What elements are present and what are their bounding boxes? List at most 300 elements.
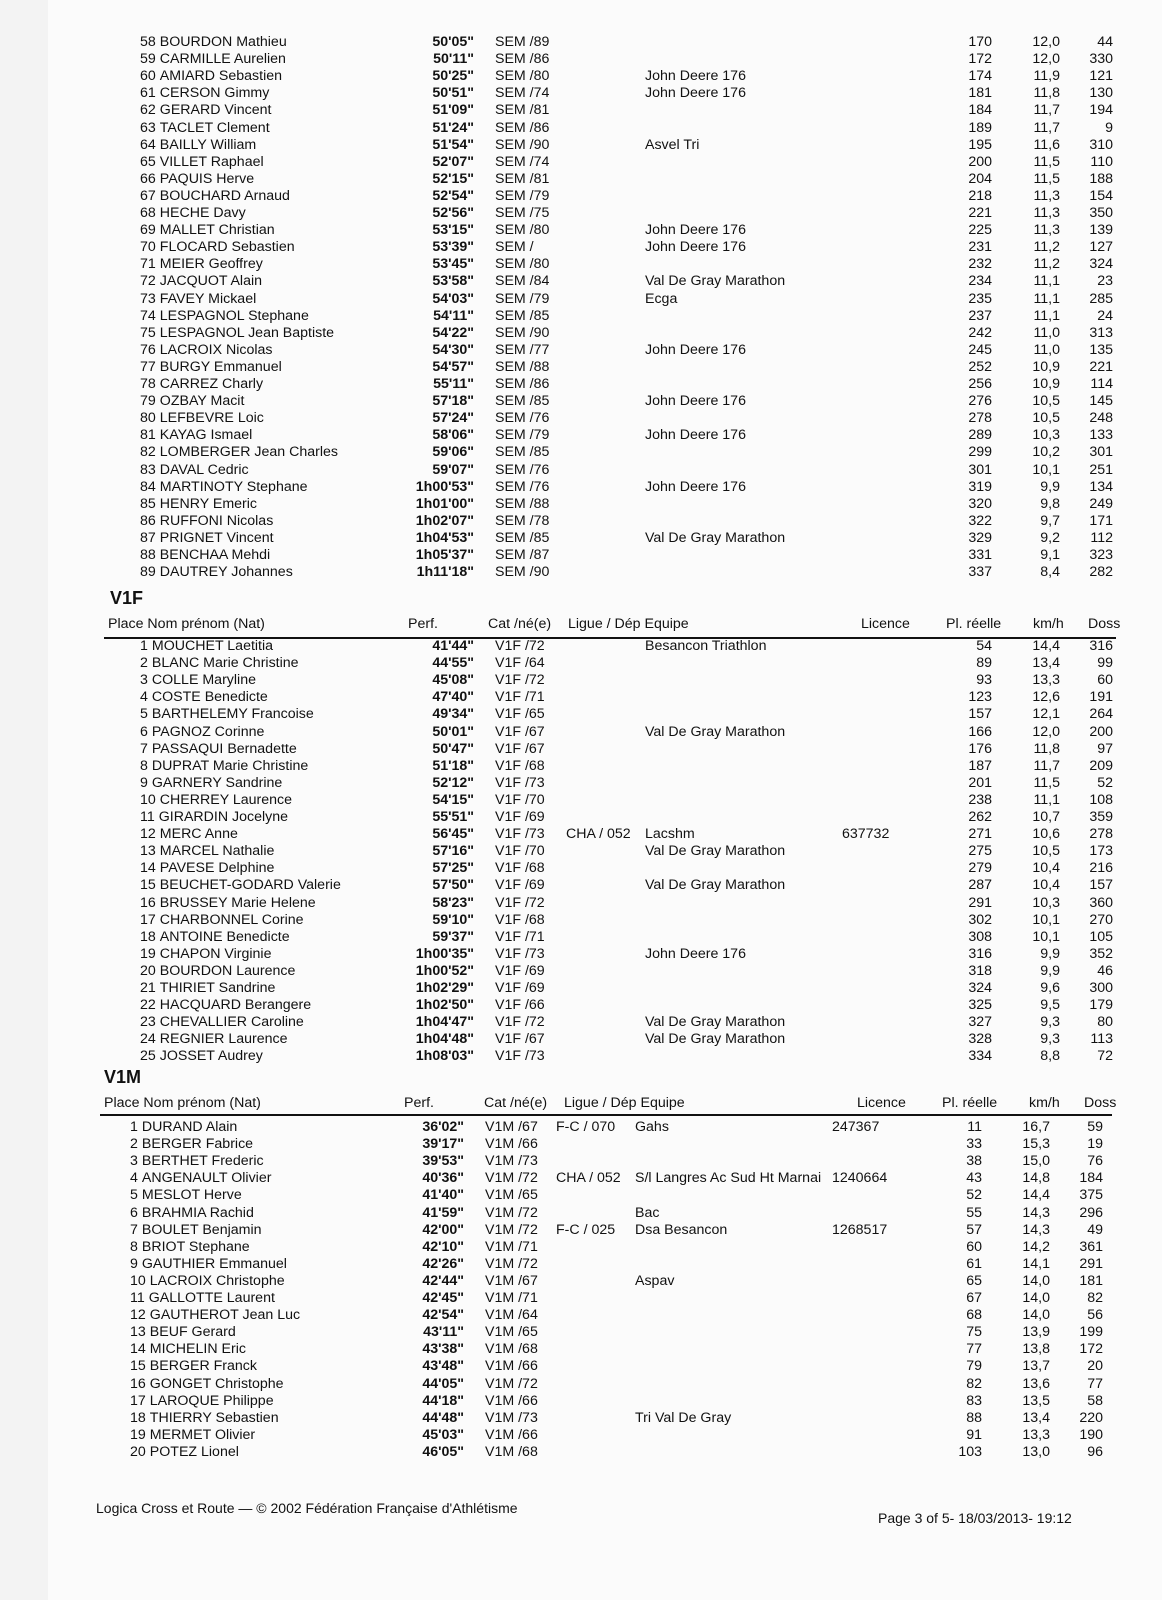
cell-pl: 299 <box>968 444 992 461</box>
cell-pl: 329 <box>968 529 992 546</box>
cell-doss: 121 <box>1089 68 1113 85</box>
cell-place: 20 <box>130 1443 146 1460</box>
cell-name <box>140 980 275 997</box>
cell-place: 4 <box>140 689 148 706</box>
cell-kmh: 11,6 <box>1033 136 1060 153</box>
cell-place: 12 <box>140 826 156 843</box>
cell-pl: 166 <box>968 723 992 740</box>
cell-pl: 189 <box>968 119 992 136</box>
cell-perf: 55'11" <box>433 376 474 392</box>
cell-perf: 45'08" <box>432 672 474 689</box>
cell-cat: SEM /79 <box>495 187 550 204</box>
cell-name-text: HENRY Emeric <box>159 495 258 512</box>
cell-cat: SEM /75 <box>495 205 550 221</box>
cell-doss: 282 <box>1089 564 1113 581</box>
cell-equipe: S/l Langres Ac Sud Ht Marnai <box>635 1170 822 1187</box>
cell-perf: 54'15" <box>432 791 474 808</box>
cell-cat: V1M /71 <box>485 1238 538 1255</box>
cell-place: 2 <box>130 1136 138 1153</box>
cell-perf: 59'10" <box>432 911 474 928</box>
cell-name <box>130 1393 274 1410</box>
cell-name-text: COSTE Benedicte <box>151 689 268 706</box>
cell-perf: 54'57" <box>432 358 474 375</box>
cell-perf: 59'37" <box>432 928 474 945</box>
cell-doss: 23 <box>1097 273 1113 290</box>
cell-kmh: 13,3 <box>1022 1426 1050 1443</box>
cell-pl: 83 <box>966 1392 982 1409</box>
cell-perf: 43'11" <box>423 1324 464 1341</box>
cell-name <box>130 1273 285 1290</box>
cell-cat: SEM /76 <box>495 410 550 427</box>
cell-name <box>130 1187 242 1204</box>
cell-doss: 171 <box>1089 512 1113 529</box>
cell-name-text: THIERRY Sebastien <box>149 1409 279 1426</box>
cell-place: 63 <box>140 119 156 136</box>
cell-pl: 237 <box>968 307 992 324</box>
cell-place: 5 <box>130 1187 138 1204</box>
cell-place: 11 <box>140 809 155 825</box>
cell-kmh: 14,3 <box>1022 1221 1050 1238</box>
cell-cat: SEM /88 <box>495 495 550 512</box>
cell-cat: V1F /73 <box>495 774 545 791</box>
cell-perf: 50'25" <box>432 68 474 85</box>
cell-name <box>140 154 264 171</box>
cell-perf: 42'54" <box>422 1307 464 1324</box>
cell-name-text: CHERREY Laurence <box>159 791 292 808</box>
cell-name-text: BOURDON Mathieu <box>159 34 287 50</box>
cell-perf: 50'51" <box>432 85 474 102</box>
cell-name-text: POTEZ Lionel <box>149 1443 239 1460</box>
cell-cat: SEM /81 <box>495 170 550 187</box>
cell-cat: SEM /76 <box>495 461 550 478</box>
cell-name <box>130 1410 279 1427</box>
cell-doss: 56 <box>1087 1307 1103 1324</box>
cell-perf: 59'07" <box>432 461 474 478</box>
cell-cat: V1F /67 <box>495 723 545 740</box>
cell-place: 87 <box>140 529 156 546</box>
cell-place: 1 <box>130 1119 138 1135</box>
cell-doss: 296 <box>1079 1204 1103 1221</box>
cell-doss: 350 <box>1089 205 1113 221</box>
cell-name-text: PRIGNET Vincent <box>159 529 274 546</box>
cell-place: 13 <box>130 1324 146 1341</box>
cell-cat: V1M /67 <box>485 1119 538 1135</box>
cell-place: 61 <box>140 85 156 102</box>
cell-equipe: Dsa Besancon <box>635 1221 728 1238</box>
cell-doss: 108 <box>1089 791 1113 808</box>
cell-doss: 52 <box>1097 774 1113 791</box>
cell-kmh: 14,0 <box>1022 1307 1050 1324</box>
cell-name-text: BEUCHET-GODARD Valerie <box>159 877 341 894</box>
cell-cat: SEM /80 <box>495 222 550 239</box>
cell-place: 21 <box>140 980 156 996</box>
cell-cat: V1M /68 <box>485 1443 538 1460</box>
cell-equipe: Val De Gray Marathon <box>645 877 786 894</box>
cell-pl: 337 <box>968 564 992 581</box>
cell-perf: 42'44" <box>422 1272 464 1289</box>
cell-name <box>140 393 244 410</box>
cell-kmh: 12,0 <box>1032 723 1060 740</box>
cell-place: 78 <box>140 376 156 392</box>
cell-doss: 216 <box>1089 860 1113 877</box>
cell-doss: 154 <box>1089 187 1113 204</box>
cell-pl: 235 <box>968 290 992 307</box>
cell-place: 2 <box>140 655 148 672</box>
cell-cat: V1F /69 <box>495 809 545 825</box>
cell-kmh: 12,6 <box>1032 689 1060 706</box>
cell-name-text: BOULET Benjamin <box>141 1221 262 1238</box>
cell-kmh: 9,1 <box>1040 547 1060 563</box>
cell-name <box>140 120 270 137</box>
cell-place: 77 <box>140 358 156 375</box>
cell-pl: 181 <box>968 85 992 102</box>
cell-name-text: CHEVALLIER Caroline <box>159 1014 304 1031</box>
cell-doss: 220 <box>1079 1409 1103 1426</box>
cell-name-text: HACQUARD Berangere <box>159 997 312 1014</box>
cell-kmh: 10,3 <box>1032 894 1060 911</box>
cell-perf: 56'45" <box>432 826 474 843</box>
cell-kmh: 9,3 <box>1040 1014 1060 1031</box>
cell-doss: 264 <box>1089 706 1113 723</box>
cell-kmh: 10,4 <box>1032 860 1060 877</box>
cell-kmh: 12,0 <box>1032 51 1060 68</box>
cell-cat: SEM /86 <box>495 376 550 392</box>
cell-doss: 172 <box>1079 1341 1103 1358</box>
cell-pl: 77 <box>966 1341 982 1358</box>
cell-kmh: 11,1 <box>1033 791 1060 808</box>
cell-cat: V1M /72 <box>485 1375 538 1392</box>
cell-name <box>140 513 273 530</box>
scan-edge <box>0 0 48 1600</box>
cell-equipe: John Deere 176 <box>645 478 746 495</box>
cell-pl: 331 <box>968 547 992 563</box>
cell-pl: 91 <box>966 1426 982 1443</box>
cell-name-text: MALLET Christian <box>159 222 275 239</box>
cell-kmh: 9,3 <box>1040 1031 1060 1048</box>
cell-perf: 47'40" <box>432 689 474 706</box>
cell-name-text: LOMBERGER Jean Charles <box>159 444 338 461</box>
cell-pl: 88 <box>966 1409 982 1426</box>
cell-perf: 50'11" <box>433 51 474 68</box>
cell-name <box>130 1290 275 1307</box>
cell-name <box>140 291 256 308</box>
cell-name-text: AMIARD Sebastien <box>159 68 283 85</box>
cell-name-text: BRUSSEY Marie Helene <box>159 894 316 911</box>
cell-name-text: THIRIET Sandrine <box>159 980 276 996</box>
cell-kmh: 14,4 <box>1032 638 1060 654</box>
cell-name <box>130 1307 300 1324</box>
cell-doss: 191 <box>1089 689 1113 706</box>
cell-equipe: John Deere 176 <box>645 341 746 358</box>
cell-place: 20 <box>140 962 156 979</box>
cell-perf: 57'50" <box>432 877 474 894</box>
cell-name <box>130 1358 257 1375</box>
cell-doss: 179 <box>1089 997 1113 1014</box>
cell-place: 22 <box>140 997 156 1014</box>
cell-kmh: 9,9 <box>1040 478 1060 495</box>
cell-place: 9 <box>140 774 148 791</box>
cell-doss: 270 <box>1089 911 1113 928</box>
cell-perf: 42'10" <box>422 1238 464 1255</box>
cell-kmh: 9,6 <box>1040 980 1060 996</box>
cell-name-text: KAYAG Ismael <box>159 427 253 444</box>
cell-place: 5 <box>140 706 148 723</box>
cell-pl: 289 <box>968 427 992 444</box>
cell-perf: 52'12" <box>432 774 474 791</box>
cell-equipe: Gahs <box>635 1119 669 1135</box>
cell-name-text: BURGY Emmanuel <box>159 358 282 375</box>
header-licence: Licence <box>861 616 910 632</box>
cell-name <box>140 809 288 826</box>
cell-ligue: F-C / 025 <box>556 1221 616 1238</box>
cell-name <box>140 325 334 342</box>
cell-kmh: 11,5 <box>1033 774 1060 791</box>
cell-doss: 82 <box>1087 1290 1103 1306</box>
cell-name <box>140 860 274 877</box>
cell-perf: 57'24" <box>432 410 474 427</box>
cell-cat: V1M /67 <box>485 1272 538 1289</box>
cell-kmh: 15,3 <box>1022 1136 1050 1153</box>
cell-pl: 325 <box>968 997 992 1014</box>
cell-place: 15 <box>140 877 156 894</box>
cell-name-text: GARNERY Sandrine <box>151 774 283 791</box>
cell-pl: 322 <box>968 512 992 529</box>
cell-perf: 40'36" <box>422 1170 464 1187</box>
cell-equipe: Val De Gray Marathon <box>645 1031 786 1048</box>
cell-pl: 221 <box>968 205 992 221</box>
cell-pl: 301 <box>968 461 992 478</box>
cell-perf: 57'25" <box>432 860 474 877</box>
cell-doss: 359 <box>1089 809 1113 825</box>
cell-place: 72 <box>140 273 156 290</box>
cell-name-text: RUFFONI Nicolas <box>159 512 274 529</box>
cell-name-text: BLANC Marie Christine <box>151 655 299 672</box>
cell-perf: 50'47" <box>432 740 474 757</box>
cell-cat: V1M /64 <box>485 1307 538 1324</box>
cell-perf: 50'05" <box>432 34 474 50</box>
cell-perf: 1h11'18" <box>416 564 474 581</box>
cell-perf: 1h02'50" <box>415 997 474 1014</box>
cell-name <box>140 359 282 376</box>
cell-pl: 245 <box>968 341 992 358</box>
cell-pl: 11 <box>967 1119 982 1135</box>
cell-pl: 184 <box>968 102 992 119</box>
cell-name <box>140 929 290 946</box>
cell-name-text: BARTHELEMY Francoise <box>151 706 314 723</box>
cell-place: 25 <box>140 1048 156 1065</box>
cell-place: 8 <box>140 757 148 774</box>
cell-kmh: 10,9 <box>1032 358 1060 375</box>
cell-name-text: CHARBONNEL Corine <box>159 911 304 928</box>
cell-kmh: 10,4 <box>1032 877 1060 894</box>
cell-cat: SEM /90 <box>495 136 550 153</box>
cell-doss: 59 <box>1087 1119 1103 1135</box>
cell-kmh: 13,6 <box>1022 1375 1050 1392</box>
cell-pl: 232 <box>968 256 992 273</box>
cell-pl: 75 <box>966 1324 982 1341</box>
header-pl: Pl. réelle <box>942 1095 998 1111</box>
cell-doss: 133 <box>1089 427 1113 444</box>
header-ligue-equipe: Ligue / Dép Equipe <box>568 616 689 632</box>
cell-pl: 276 <box>968 393 992 410</box>
cell-place: 74 <box>140 307 156 324</box>
cell-kmh: 11,0 <box>1033 324 1060 341</box>
cell-doss: 323 <box>1089 547 1113 563</box>
cell-name <box>140 222 275 239</box>
cell-cat: V1F /65 <box>495 706 545 723</box>
cell-cat: V1F /68 <box>495 757 545 774</box>
cell-cat: SEM /85 <box>495 444 550 461</box>
cell-name-text: DURAND Alain <box>141 1119 238 1135</box>
footer-page-info: Page 3 of 5- 18/03/2013- 19:12 <box>878 1510 1072 1526</box>
cell-kmh: 13,5 <box>1022 1392 1050 1409</box>
cell-name <box>140 342 273 359</box>
cell-equipe: John Deere 176 <box>645 945 746 962</box>
cell-perf: 51'54" <box>432 136 474 153</box>
cell-name-text: LESPAGNOL Stephane <box>159 307 309 324</box>
cell-pl: 201 <box>968 774 992 791</box>
header-doss: Doss <box>1084 1095 1117 1111</box>
cell-name-text: JOSSET Audrey <box>159 1048 263 1065</box>
cell-doss: 291 <box>1079 1255 1103 1272</box>
cell-name-text: BOURDON Laurence <box>159 962 296 979</box>
cell-pl: 291 <box>968 894 992 911</box>
cell-kmh: 11,0 <box>1033 341 1060 358</box>
cell-cat: V1M /72 <box>485 1221 538 1238</box>
cell-kmh: 13,8 <box>1022 1341 1050 1358</box>
cell-perf: 53'15" <box>432 222 474 239</box>
cell-name <box>130 1205 254 1222</box>
cell-doss: 24 <box>1097 307 1113 324</box>
cell-perf: 42'26" <box>422 1255 464 1272</box>
cell-equipe: Besancon Triathlon <box>645 638 767 654</box>
cell-cat: SEM /77 <box>495 341 550 358</box>
cell-place: 19 <box>130 1426 146 1443</box>
cell-kmh: 11,1 <box>1033 273 1060 290</box>
cell-kmh: 9,7 <box>1040 512 1060 529</box>
cell-cat: SEM /78 <box>495 512 550 529</box>
cell-doss: 310 <box>1089 136 1113 153</box>
cell-name-text: COLLE Maryline <box>151 672 256 689</box>
cell-pl: 275 <box>968 843 992 860</box>
cell-equipe: Val De Gray Marathon <box>645 723 786 740</box>
cell-doss: 194 <box>1089 102 1113 119</box>
cell-equipe: John Deere 176 <box>645 85 746 102</box>
cell-perf: 1h02'07" <box>415 512 474 529</box>
cell-doss: 130 <box>1089 85 1113 102</box>
cell-pl: 225 <box>968 222 992 239</box>
cell-cat: V1M /72 <box>485 1170 538 1187</box>
cell-name <box>140 724 264 741</box>
cell-pl: 43 <box>966 1170 982 1187</box>
cell-cat: V1M /66 <box>485 1392 538 1409</box>
cell-name <box>130 1222 262 1239</box>
cell-name <box>140 85 269 102</box>
cell-name <box>140 843 274 860</box>
cell-name <box>140 239 295 256</box>
cell-kmh: 11,1 <box>1033 290 1060 307</box>
cell-perf: 49'34" <box>432 706 474 723</box>
cell-doss: 139 <box>1089 222 1113 239</box>
cell-name-text: BOUCHARD Arnaud <box>159 187 290 204</box>
cell-cat: V1F /67 <box>495 740 545 757</box>
cell-kmh: 11,8 <box>1033 85 1060 102</box>
cell-name <box>140 775 282 792</box>
header-pl: Pl. réelle <box>946 616 1002 632</box>
cell-place: 9 <box>130 1255 138 1272</box>
header-ligue-equipe: Ligue / Dép Equipe <box>564 1095 685 1111</box>
cell-name-text: BRAHMIA Rachid <box>141 1204 254 1221</box>
cell-place: 68 <box>140 205 156 221</box>
cell-cat: SEM /74 <box>495 85 550 102</box>
cell-place: 85 <box>140 495 156 512</box>
cell-name <box>130 1256 287 1273</box>
cell-name <box>140 530 274 547</box>
cell-name-text: BERGER Franck <box>149 1358 257 1375</box>
cell-doss: 76 <box>1087 1153 1103 1170</box>
cell-perf: 52'54" <box>432 187 474 204</box>
cell-pl: 170 <box>968 34 992 50</box>
cell-doss: 278 <box>1089 826 1113 843</box>
cell-perf: 1h04'48" <box>415 1031 474 1048</box>
cell-name-text: OZBAY Macit <box>159 393 245 410</box>
footer-copyright: Logica Cross et Route — © 2002 Fédération Française d'Athlétisme <box>96 1500 518 1516</box>
cell-cat: V1F /64 <box>495 655 545 672</box>
cell-name-text: REGNIER Laurence <box>159 1031 288 1048</box>
cell-place: 64 <box>140 136 156 153</box>
cell-name <box>140 205 246 222</box>
cell-doss: 313 <box>1089 324 1113 341</box>
cell-cat: SEM /88 <box>495 358 550 375</box>
cell-name-text: VILLET Raphael <box>159 153 264 170</box>
cell-pl: 287 <box>968 877 992 894</box>
cell-name-text: GAUTHEROT Jean Luc <box>149 1307 301 1324</box>
cell-perf: 1h00'35" <box>415 945 474 962</box>
cell-cat: SEM /86 <box>495 51 550 68</box>
cell-place: 76 <box>140 341 156 358</box>
cell-doss: 80 <box>1097 1014 1113 1031</box>
cell-pl: 316 <box>968 945 992 962</box>
cell-perf: 55'51" <box>432 809 474 825</box>
cell-cat: V1F /69 <box>495 877 545 894</box>
cell-name-text: MOUCHET Laetitia <box>151 638 274 654</box>
cell-kmh: 9,5 <box>1040 997 1060 1014</box>
cell-equipe: Tri Val De Gray <box>635 1409 732 1426</box>
cell-name-text: ANTOINE Benedicte <box>159 928 290 945</box>
cell-cat: V1F /66 <box>495 997 545 1014</box>
cell-name <box>140 706 314 723</box>
cell-place: 15 <box>130 1358 146 1375</box>
cell-doss: 135 <box>1089 341 1113 358</box>
cell-doss: 134 <box>1089 478 1113 495</box>
cell-name <box>140 68 282 85</box>
cell-equipe: John Deere 176 <box>645 239 746 256</box>
cell-doss: 44 <box>1097 34 1113 50</box>
cell-name <box>140 895 316 912</box>
cell-place: 18 <box>140 928 156 945</box>
cell-equipe: John Deere 176 <box>645 68 746 85</box>
cell-name <box>130 1153 264 1170</box>
cell-kmh: 11,3 <box>1033 222 1060 239</box>
cell-doss: 188 <box>1089 170 1113 187</box>
cell-place: 83 <box>140 461 156 478</box>
cell-doss: 190 <box>1079 1426 1103 1443</box>
cell-kmh: 11,8 <box>1033 740 1060 757</box>
cell-name <box>140 997 311 1014</box>
cell-cat: V1M /66 <box>485 1136 538 1153</box>
cell-place: 13 <box>140 843 156 860</box>
cell-name <box>140 946 271 963</box>
